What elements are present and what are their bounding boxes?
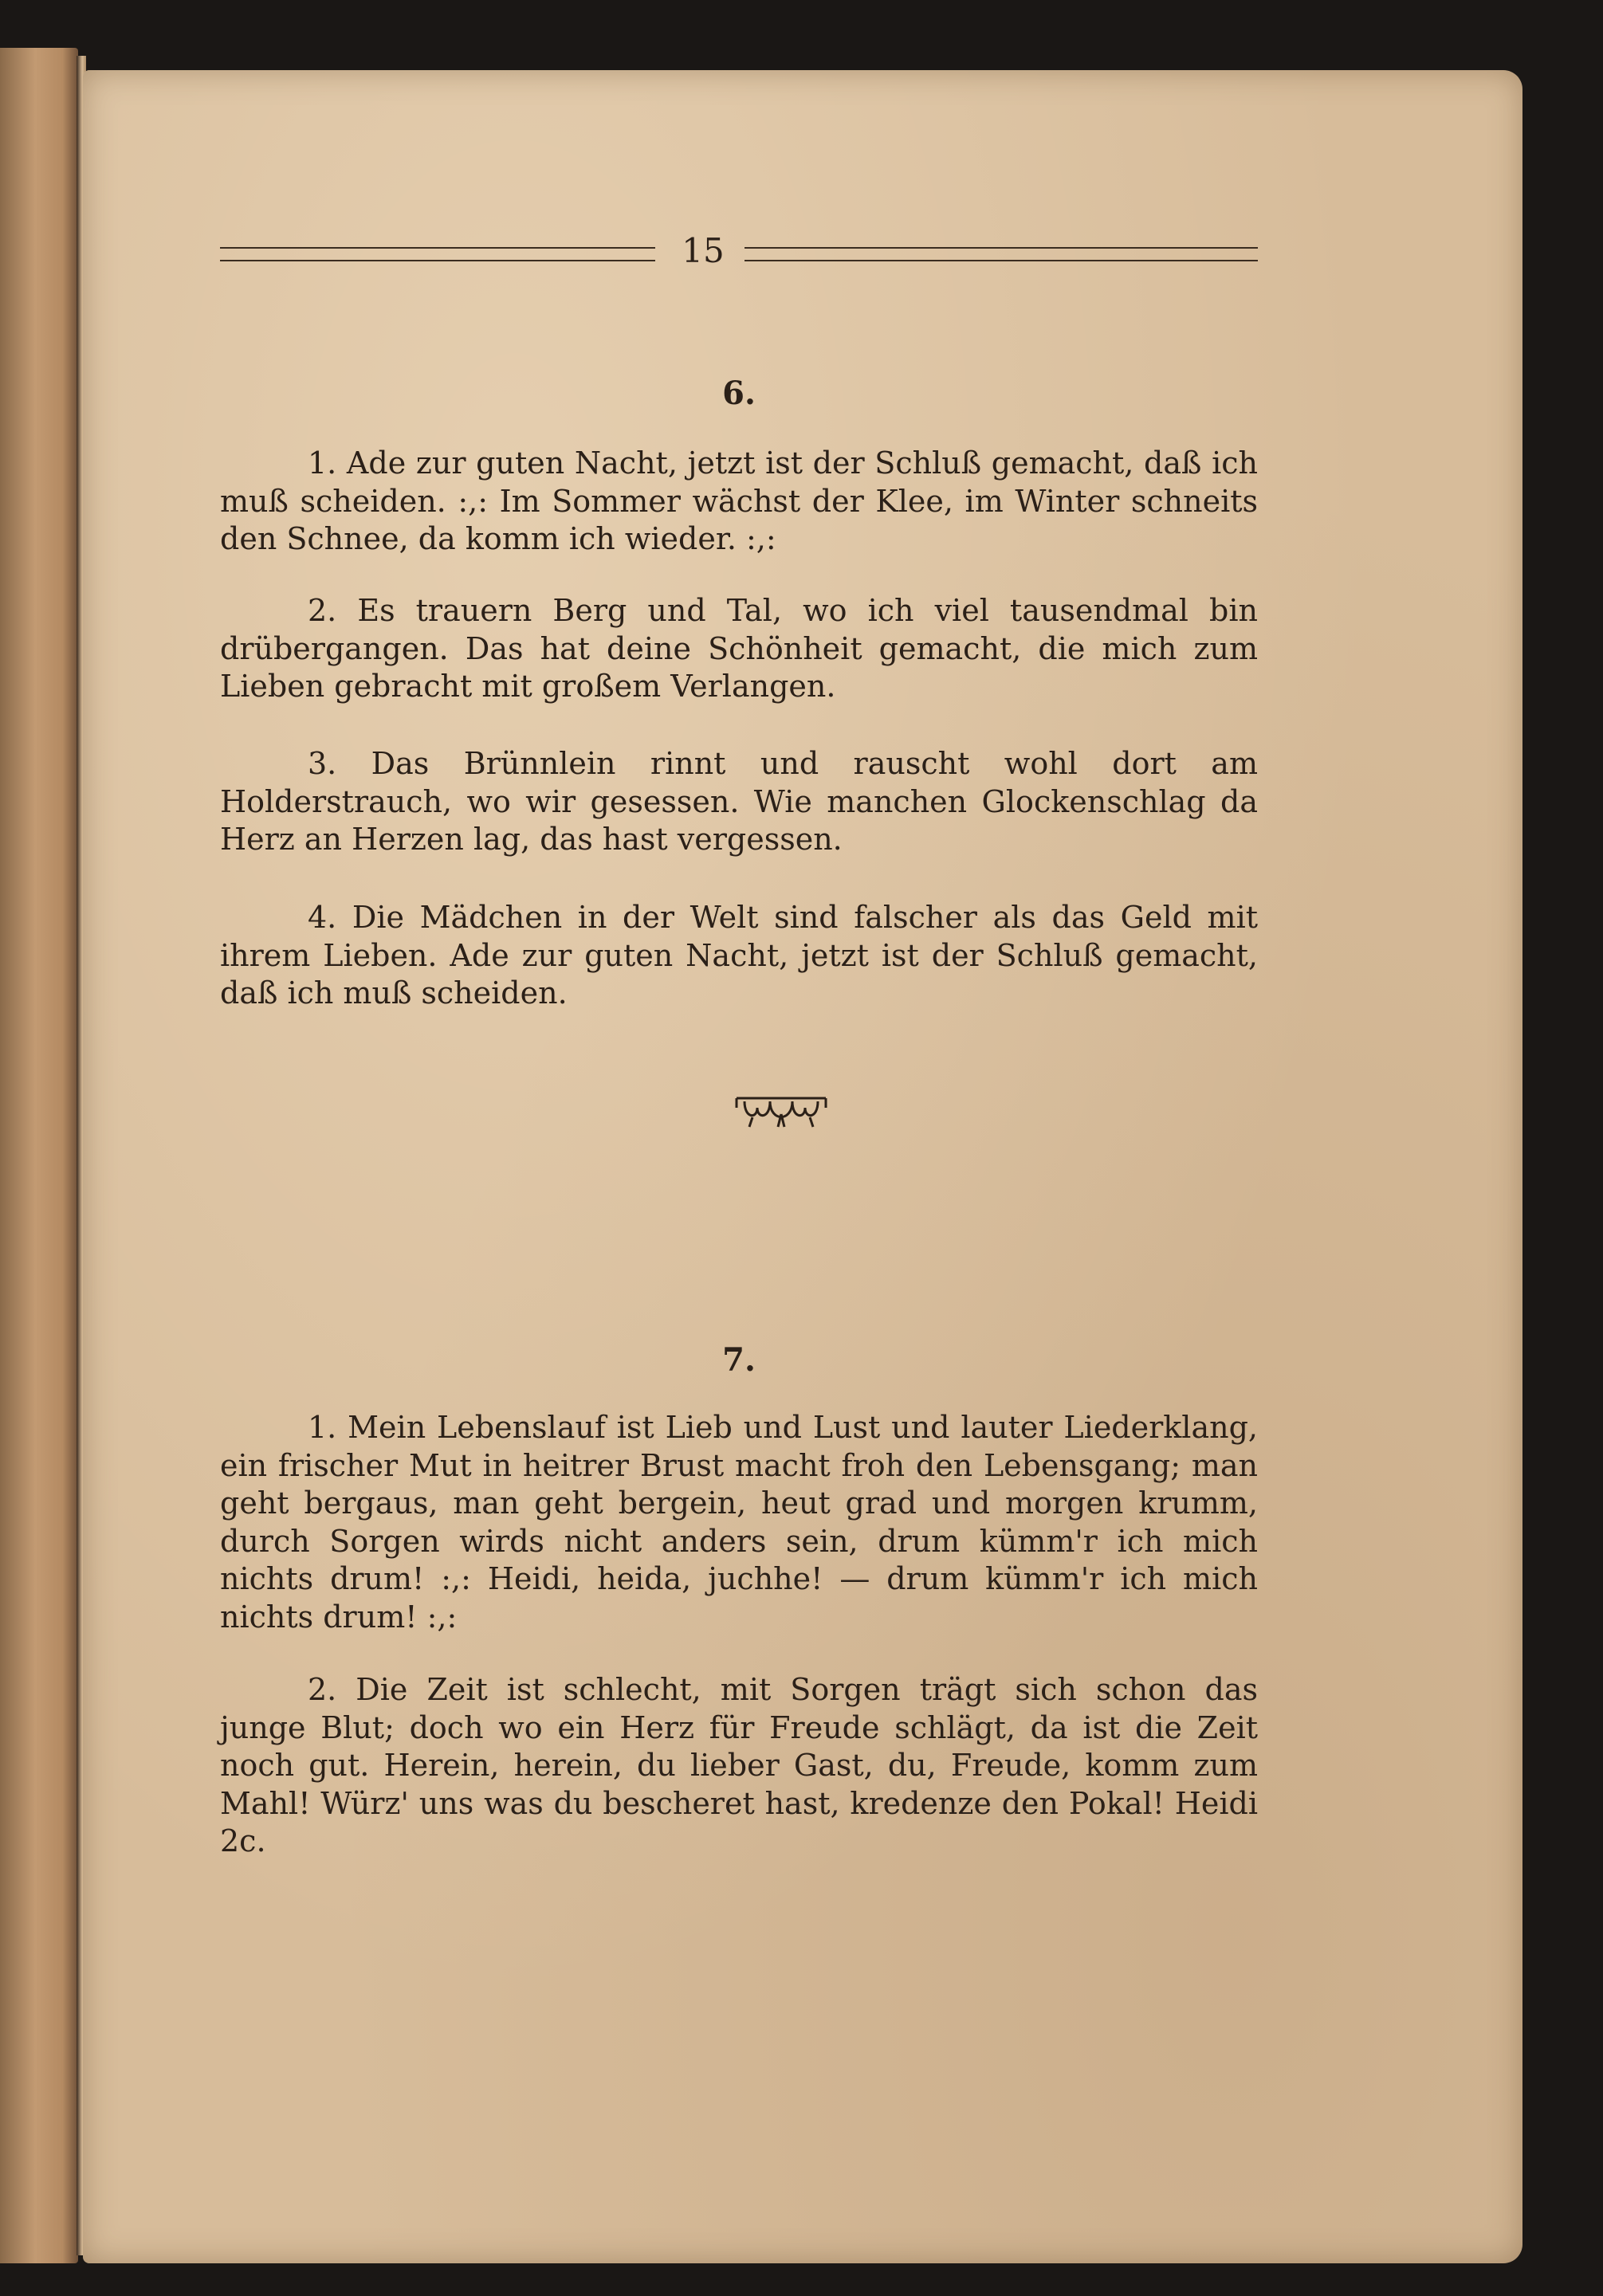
header-rule-left (220, 247, 655, 261)
header-rule-right (745, 247, 1258, 261)
page-header (220, 231, 1258, 271)
facing-page-edge (0, 48, 78, 2263)
section-number-6: 6. (722, 375, 756, 412)
section-number-7: 7. (722, 1341, 756, 1379)
verse-6-4: 4. Die Mädchen in der Welt sind falscher als das Geld mit ihrem Lieben. Ade zur guten Nacht, jetzt ist der Schluß gemacht, daß ich muß scheiden. (220, 900, 1258, 1011)
verse-7-2: 2. Die Zeit ist schlecht, mit Sorgen trägt sich schon das junge Blut; doch wo ein Herz für Freude schlägt, da ist die Zeit noch gut. Herein, herein, du lieber Gast, du, Freude, komm zum Mahl! Würz' uns was du bescheret hast, kredenze den Pokal! Heidi 2c. (220, 1672, 1258, 1858)
ornament-vignette-icon (733, 1084, 829, 1132)
verse-6-2: 2. Es trauern Berg und Tal, wo ich viel tausendmal bin drübergangen. Das hat deine Schönheit gemacht, die mich zum Lieben gebracht mit großem Verlangen. (220, 593, 1258, 704)
verse-6-1: 1. Ade zur guten Nacht, jetzt ist der Schluß gemacht, daß ich muß scheiden. :,: Im Sommer wächst der Klee, im Winter schneits den Schnee, da komm ich wieder. :,: (220, 445, 1258, 556)
page-number: 15 (682, 231, 725, 270)
verse-6-3: 3. Das Brünnlein rinnt und rauscht wohl dort am Holderstrauch, wo wir gesessen. Wie manchen Glockenschlag da Herz an Herzen lag, das hast vergessen. (220, 746, 1258, 857)
verse-7-1: 1. Mein Lebenslauf ist Lieb und Lust und lauter Liederklang, ein frischer Mut in heitrer Brust macht froh den Lebensgang; man geht bergaus, man geht bergein, heut grad und morgen krumm, durch Sorgen wirds nicht anders sein, drum kümm'r ich mich nichts drum! :,: Heidi, heida, juchhe! — drum kümm'r ich mich nichts drum! :,: (220, 1410, 1258, 1635)
